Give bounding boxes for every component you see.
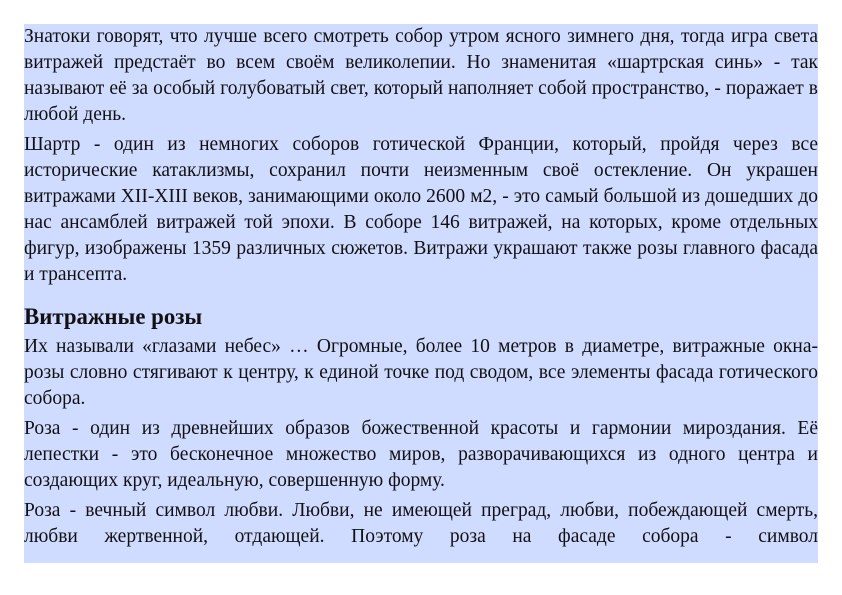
paragraph-winter-light: Знатоки говорят, что лучше всего смотреть собор утром ясного зимнего дня, тогда игра света витражей предстаёт во всем своём великолепии. Но знаменитая «шартрская синь» - так называют её за особый голубоватый свет, который наполняет собой пространство, - поражает в любой день. [24,26,818,125]
paragraph-eyes-of-heaven: Их называли «глазами небес» … Огромные, более 10 метров в диаметре, витражные окна-розы словно стягивают к центру, к единой точке под сводом, все элементы фасада готического собора. [24,336,818,409]
paragraph-rose-love: Роза - вечный символ любви. Любви, не имеющей преград, любви, побеждающей смерть, любви жертвенной, отдающей. Поэтому роза на фасаде собора - символ [24,500,818,547]
section-heading: Витражные розы [24,304,203,329]
text-block [24,24,818,563]
paragraph-rose-harmony: Роза - один из древнейших образов божественной красоты и гармонии мироздания. Её лепестки - это бесконечное множество миров, разворачивающихся из одного центра и создающих круг, идеальную, совершенную форму. [24,418,818,491]
paragraph-chartres-glazing: Шартр - один из немногих соборов готической Франции, который, пройдя через все исторические катаклизмы, сохранил почти неизменным своё остекление. Он украшен витражами XII-XIII веков, занимающими около 2600 м2, - это самый большой из дошедших до нас ансамблей витражей той эпохи. В соборе 146 витражей, на которых, кроме отдельных фигур, изображены 1359 различных сюжетов. Витражи украшают также розы главного фасада и трансепта. [24,134,818,285]
